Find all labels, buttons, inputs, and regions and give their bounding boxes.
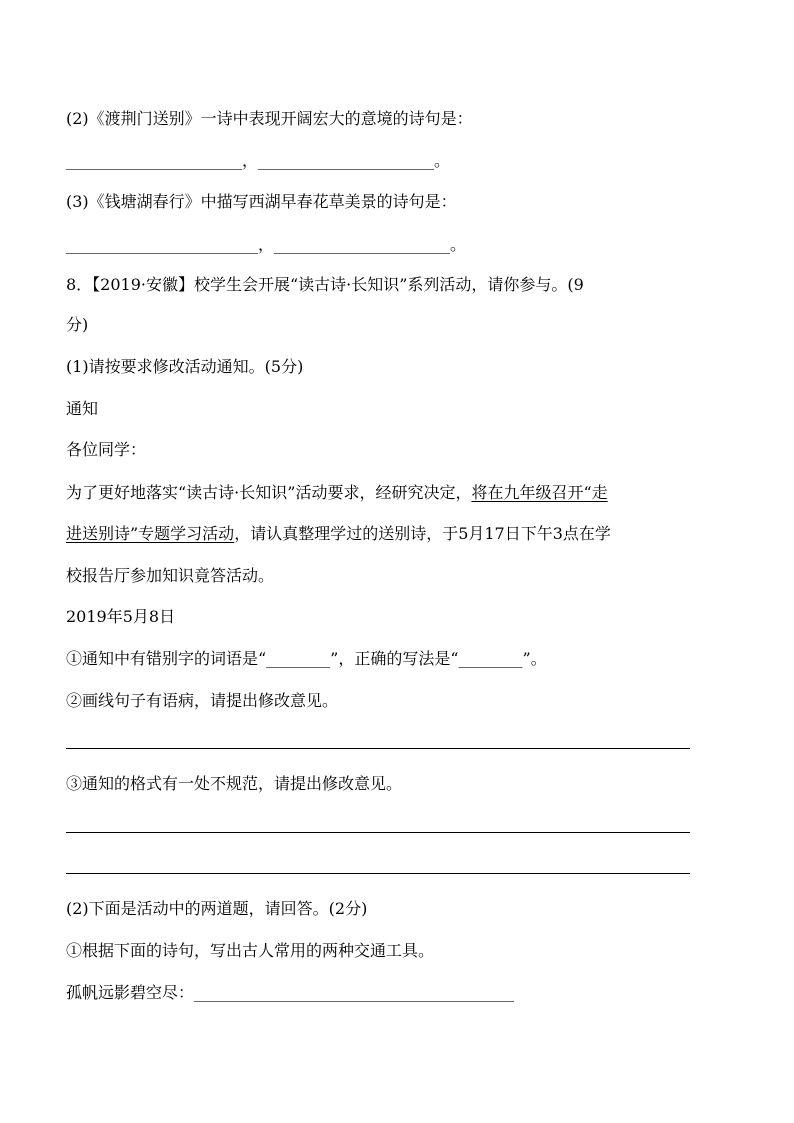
underlined-sentence: 将在九年级召开“走 [471, 483, 608, 502]
notice-date: 2019年5月8日 [66, 607, 176, 626]
notice-body-line-3: 校报告厅参加知识竟答活动。 [66, 566, 275, 585]
notice-body-line-1 [66, 482, 608, 504]
notice-heading: 通知 [66, 399, 99, 418]
q8-part1-sub1[interactable]: ①通知中有错别字的词语是“________”，正确的写法是“________”。 [66, 649, 547, 668]
q8-part1-instruction: (1)请按要求修改活动通知。(5分) [66, 357, 304, 376]
q7-item2-prompt: (2)《渡荆门送别》一诗中表现开阔宏大的意境的诗句是： [66, 109, 473, 128]
notice-body-line-2 [66, 523, 611, 545]
q8-part2-instruction: (2)下面是活动中的两道题，请回答。(2分) [66, 899, 368, 918]
q8-part1-sub2: ②画线句子有语病，请提出修改意见。 [66, 691, 339, 710]
q8-title: 8．【2019·安徽】校学生会开展“读古诗·长知识”系列活动，请你参与。(9 [66, 275, 584, 294]
q8-part2-sub1: ①根据下面的诗句，写出古人常用的两种交通工具。 [66, 941, 435, 960]
q7-item2-answer-blanks[interactable]: ______________________，______________________。 [66, 151, 451, 170]
answer-line[interactable] [66, 832, 690, 833]
notice-body-text: 为了更好地落实“读古诗·长知识”活动要求，经研究决定， [66, 483, 472, 502]
answer-line[interactable] [66, 748, 690, 749]
poem-prompt-with-blank[interactable]: 孤帆远影碧空尽：________________________________________ [66, 983, 515, 1002]
q7-item3-prompt: (3)《钱塘湖春行》中描写西湖早春花草美景的诗句是： [66, 192, 457, 211]
q8-part1-sub3: ③通知的格式有一处不规范，请提出修改意见。 [66, 774, 403, 793]
q8-title-continued: 分) [66, 315, 89, 334]
notice-body-text: ，请认真整理学过的送别诗，于5月17日下午3点在学 [234, 524, 611, 543]
notice-salutation: 各位同学： [66, 440, 147, 459]
answer-line[interactable] [66, 873, 690, 874]
q7-item3-answer-blanks[interactable]: ________________________，______________________。 [66, 235, 467, 254]
underlined-sentence-continued: 进送别诗”专题学习活动 [66, 524, 235, 543]
